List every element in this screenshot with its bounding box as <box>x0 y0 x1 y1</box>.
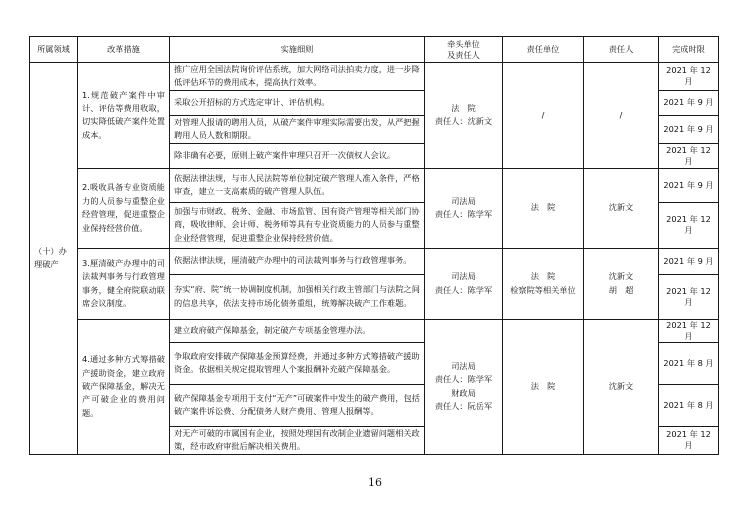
table-header-row <box>30 37 719 63</box>
detail-cell: 加强与市财政、税务、金融、市场监管、国有资产管理等相关部门协商，吸收律师、会计师、税务师等具有专业资质能力的人员参与重整企业经营管理，促进重整企业保持经营价值。 <box>170 202 425 248</box>
lead-cell <box>425 248 503 319</box>
deadline-cell: 2021 年 12 月 <box>659 202 719 248</box>
page-number: 16 <box>368 476 382 489</box>
domain-cell: （十）办理破产 <box>30 63 78 455</box>
detail-cell: 采取公开招标的方式选定审计、评估机构。 <box>170 90 425 115</box>
detail-cell: 破产保障基金专项用于支付“无产”可破案件中发生的破产费用，包括破产案件诉讼费、分配债务人财产费用、管理人报酬等。 <box>170 384 425 426</box>
header-resp-person: 责任人 <box>584 37 659 63</box>
deadline-cell: 2021 年 12 月 <box>659 319 719 342</box>
lead-text: 司法局 责任人：陈学军 <box>434 271 493 295</box>
deadline-cell: 2021 年 9 月 <box>659 248 719 274</box>
resp-unit-text: 法 院 检察院等相关单位 <box>510 271 576 295</box>
detail-cell: 建立政府破产保障基金，制定破产专项基金管理办法。 <box>170 319 425 342</box>
deadline-cell: 2021 年 9 月 <box>659 90 719 115</box>
header-lead-label: 牵头单位 及责任人 <box>447 38 480 60</box>
deadline-cell: 2021 年 12 月 <box>659 274 719 319</box>
lead-cell <box>425 63 503 169</box>
table-row <box>30 168 719 202</box>
resp-unit-cell: / <box>503 63 584 169</box>
detail-cell: 依据法律法规，厘清破产办理中的司法裁判事务与行政管理事务。 <box>170 248 425 274</box>
header-measure: 改革措施 <box>78 37 170 63</box>
lead-text: 司法局 责任人：陈学军 <box>434 195 493 220</box>
reform-measures-table <box>29 36 719 455</box>
measure-cell: 3.厘清破产办理中的司法裁判事务与行政管理事务，健全府院联动联席会议制度。 <box>78 248 170 319</box>
measure-cell: 4.通过多种方式筹措破产援助资金，建立政府破产保障基金，解决无产可破企业的费用问题。 <box>78 319 170 454</box>
detail-cell: 除非确有必要，原则上破产案件审理只召开一次债权人会议。 <box>170 143 425 168</box>
resp-unit-cell: 法 院 <box>503 319 584 454</box>
deadline-cell: 2021 年 12 月 <box>659 143 719 168</box>
deadline-cell: 2021 年 9 月 <box>659 115 719 143</box>
lead-text: 法 院 责任人：沈新文 <box>434 102 493 127</box>
detail-cell: 依据法律法规，与市人民法院等单位制定破产管理人准入条件，严格审查，建立一支高素质的破产管理人队伍。 <box>170 168 425 202</box>
detail-cell: 争取政府安排破产保障基金预算经费，并通过多种方式筹措破产援助资金。依据相关规定提取管理人个案报酬补充破产保障基金。 <box>170 342 425 384</box>
header-resp-unit: 责任单位 <box>503 37 584 63</box>
header-deadline: 完成时限 <box>659 37 719 63</box>
detail-cell: 推广应用全国法院询价评估系统，加大网络司法拍卖力度，进一步降低评估环节的费用成本，提高执行效率。 <box>170 63 425 91</box>
header-domain: 所属领域 <box>30 37 78 63</box>
table-row <box>30 319 719 342</box>
table-row <box>30 248 719 274</box>
deadline-cell: 2021 年 8 月 <box>659 342 719 384</box>
measure-cell: 1.规范破产案件中审计、评估等费用收取，切实降低破产案件处置成本。 <box>78 63 170 169</box>
lead-cell <box>425 319 503 454</box>
resp-person-cell <box>584 248 659 319</box>
detail-cell: 对无产可破的市属国有企业，按照处理国有改制企业遗留问题相关政策，经市政府审批后解决相关费用。 <box>170 426 425 454</box>
deadline-cell: 2021 年 9 月 <box>659 168 719 202</box>
lead-cell <box>425 168 503 248</box>
resp-person-text: 沈新文 胡 超 <box>608 271 634 295</box>
deadline-cell: 2021 年 8 月 <box>659 384 719 426</box>
lead-text: 司法局 责任人：陈学军 财政局 责任人：阮岳军 <box>434 360 493 412</box>
deadline-cell: 2021 年 12 月 <box>659 426 719 454</box>
header-lead <box>425 37 503 63</box>
resp-person-cell: 沈新文 <box>584 319 659 454</box>
resp-unit-cell <box>503 248 584 319</box>
detail-cell: 夯实“府、院”统一协调制度机制，加强相关行政主管部门与法院之间的信息共享，依法支持市场化债务重组，统筹解决破产工作难题。 <box>170 274 425 319</box>
deadline-cell: 2021 年 12 月 <box>659 63 719 91</box>
table-row <box>30 63 719 91</box>
resp-person-cell: 沈新文 <box>584 168 659 248</box>
header-detail: 实施细则 <box>170 37 425 63</box>
resp-person-cell: / <box>584 63 659 169</box>
detail-cell: 对管理人报请的聘用人员，从破产案件审理实际需要出发，从严把握聘用人员人数和期限。 <box>170 115 425 143</box>
resp-unit-cell: 法 院 <box>503 168 584 248</box>
measure-cell: 2.吸收具备专业资质能力的人员参与重整企业经营管理，促进重整企业保持经营价值。 <box>78 168 170 248</box>
